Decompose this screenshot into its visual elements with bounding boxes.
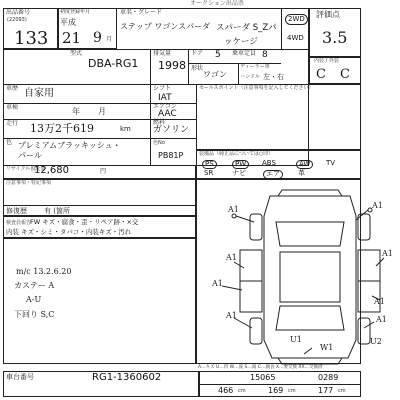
damage-mark-10: W1	[320, 343, 334, 352]
inspector-label: 検査員報告	[6, 220, 32, 226]
lot-sub: (22093)	[7, 17, 27, 23]
handwriting-line2: カステー A	[14, 281, 55, 290]
dealer-label: ディーラー車	[240, 64, 270, 70]
mileage-label: 走行	[6, 120, 19, 127]
damage-mark-2: A1	[372, 201, 383, 210]
damage-mark-9: U1	[290, 335, 302, 344]
color-label: 色	[6, 139, 13, 146]
vehicle-label: 車歴	[6, 85, 19, 92]
damage-mark-1: A1	[228, 205, 239, 214]
equip-airbag: エア	[263, 170, 283, 179]
steering-label: ハンドル	[240, 74, 261, 80]
equip-sr: SR	[204, 169, 214, 177]
first-reg-label: 初度登録年月	[60, 9, 91, 15]
equip-tv: TV	[326, 159, 336, 167]
equip-aw: AW	[296, 160, 313, 169]
dims-length: 466	[218, 386, 234, 395]
first-reg-era: 平成	[60, 18, 76, 27]
handwriting-line4: 下回り S,C	[14, 310, 55, 319]
dims-code2: 0289	[318, 373, 339, 382]
lot-label: 出品番号	[6, 9, 31, 16]
int-ext-label: 内装 / 外装	[314, 58, 339, 64]
damage-mark-3: A1	[226, 253, 237, 262]
color-code: PB81P	[158, 151, 184, 160]
inspector-line2: 内装 キズ・シミ・タバコ・内装キズ・汚れ	[6, 228, 132, 236]
car-grade-1: スパーダ S_Zパ	[216, 23, 277, 33]
fuel-value: ガソリン	[153, 125, 190, 135]
chassis-value: RG1-1360602	[92, 372, 162, 383]
doors-value: 5	[215, 50, 221, 60]
shift-label: シフト	[153, 85, 172, 92]
recycle-value: 12,680	[34, 165, 69, 176]
body-type-value: ワゴン	[203, 70, 227, 79]
dims-code1: 15065	[250, 373, 276, 382]
sales-point-label: セールスポイント（注意事項を記入してください）	[199, 85, 314, 91]
exterior-grade: C	[340, 67, 350, 82]
notes-label: 注意事項・特記事項	[6, 180, 52, 186]
dims-width-unit: cm	[288, 388, 296, 394]
dims-width: 169	[268, 386, 284, 395]
seats-value: 8	[262, 50, 268, 60]
inspection-year-unit: 年	[72, 107, 80, 116]
car-name-label: 車名・グレード	[120, 9, 163, 16]
repair-label: 修復歴	[6, 207, 27, 215]
recycle-unit: 円	[100, 168, 107, 175]
color-line1: プレミアムブラッキッシュ・	[18, 141, 121, 150]
drive-4wd: 4WD	[287, 34, 304, 42]
displacement-value: 1998	[158, 59, 186, 72]
handwriting-line1: m/c 13.2.6.20	[16, 267, 72, 276]
ac-label: エアコン	[153, 103, 177, 110]
damage-mark-11: U2	[370, 337, 382, 346]
equipment-label: 装備品（純正品については○印）	[199, 151, 274, 157]
model-value: DBA-RG1	[88, 57, 139, 70]
mileage-unit: km	[120, 125, 131, 133]
damage-mark-8: A1	[376, 315, 387, 324]
model-label: 型式	[70, 50, 83, 57]
equip-navi: ナビ	[232, 169, 246, 177]
mileage-value: 13万2千619	[30, 122, 94, 135]
interior-grade: C	[316, 67, 326, 82]
damage-mark-5: A1	[212, 279, 223, 288]
color-line2: パール	[18, 151, 42, 160]
score-value: 3.5	[322, 28, 348, 47]
steering-value: 左・右	[263, 73, 284, 81]
seats-label: 乗車定員	[232, 50, 257, 57]
header-text: オークション出品票	[190, 0, 244, 7]
ac-value: AAC	[158, 109, 177, 119]
recycle-label: リサイクル預託金	[6, 166, 46, 172]
displacement-label: 排気量	[153, 50, 172, 57]
car-grade-2: ッケージ	[224, 37, 258, 47]
score-label: 評価点	[316, 10, 340, 19]
inspector-line1: FW キズ・腐食・歪・リペア跡・×交	[30, 218, 139, 226]
first-reg-month-unit: 月	[106, 36, 113, 43]
damage-mark-6: A1	[374, 297, 385, 306]
equip-pw: PW	[232, 160, 249, 169]
repair-value: 有 (箇所	[44, 207, 70, 215]
first-reg-year: 21	[62, 29, 82, 47]
lot-number: 133	[14, 28, 49, 49]
damage-mark-4: A1	[382, 249, 393, 258]
equip-ps: PS	[202, 160, 217, 169]
color-code-label: 色No	[153, 140, 165, 146]
damage-legend: A…キズ U…凹 W…波 S…錆 C…腐食 X…要交換 XX…交換済	[198, 365, 323, 370]
equip-abs: ABS	[262, 159, 276, 167]
dims-height: 177	[318, 386, 334, 395]
drive-2wd: 2WD	[285, 14, 308, 25]
equip-leather: 革	[298, 169, 305, 177]
car-name: ステップ ワゴンスパーダ	[120, 22, 211, 31]
dims-height-unit: cm	[338, 388, 346, 394]
inspection-label: 車検	[6, 104, 19, 111]
doors-label: ドア	[191, 50, 203, 57]
body-type-label: 形状	[191, 65, 204, 72]
dims-length-unit: cm	[238, 388, 246, 394]
damage-mark-7: A1	[226, 311, 237, 320]
fuel-label: 燃料	[153, 119, 166, 126]
vehicle-value: 自家用	[24, 88, 54, 99]
inspection-month-unit: 月	[98, 107, 106, 116]
handwriting-line3: A-U	[26, 295, 42, 304]
chassis-label: 車台番号	[6, 373, 34, 381]
first-reg-month: 9	[93, 30, 102, 46]
shift-value: IAT	[158, 93, 172, 103]
